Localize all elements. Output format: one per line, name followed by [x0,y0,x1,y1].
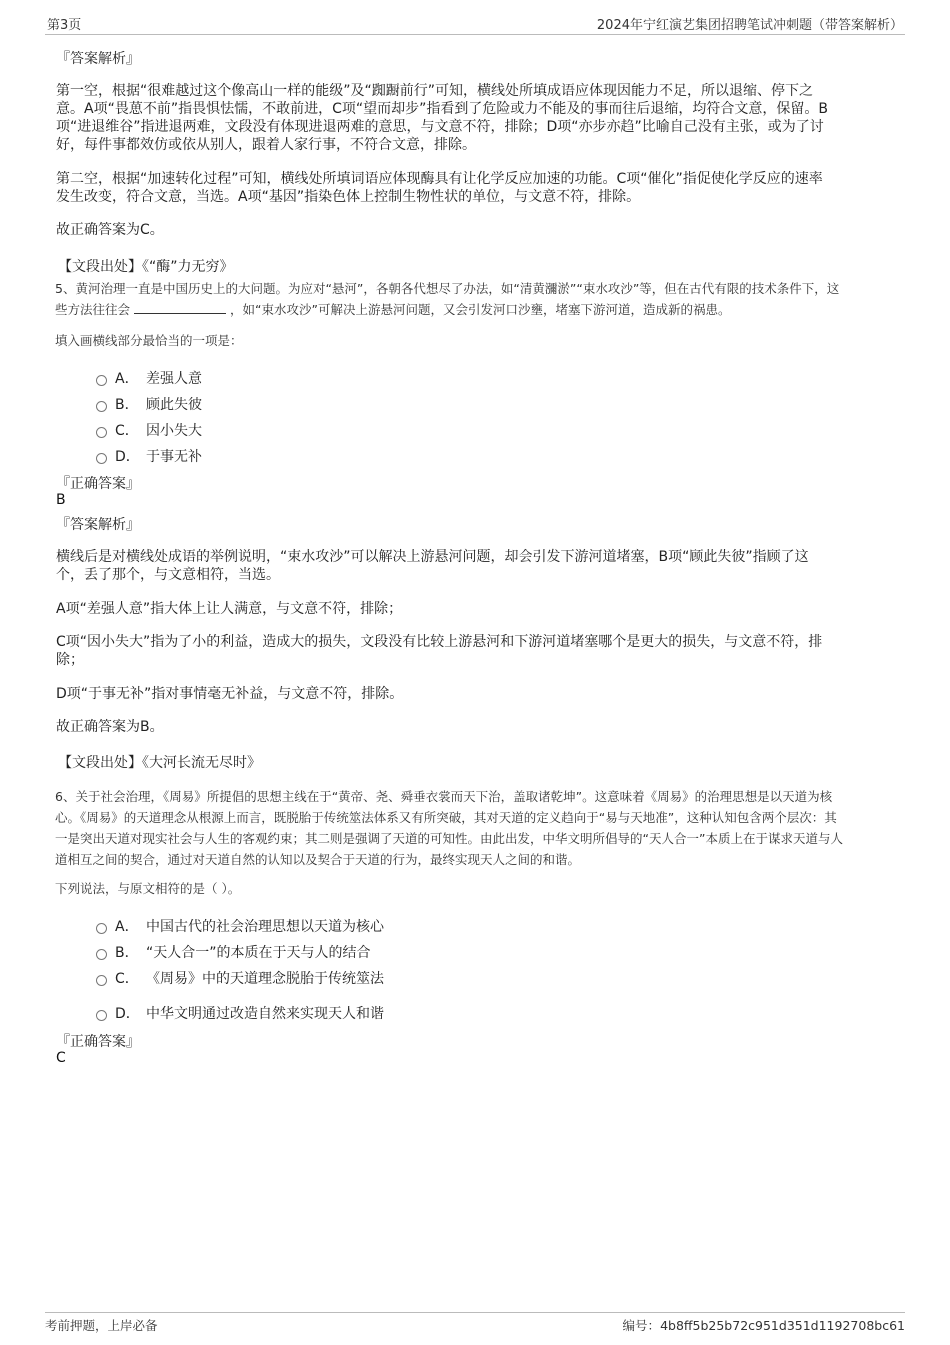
radio-icon[interactable] [96,401,107,412]
q5-option-d[interactable]: D． 于事无补 [96,446,202,466]
text-line: 项“进退维谷”指进退两难，文段没有体现进退两难的意思，与文意不符，排除；D项“亦步亦趋”比喻自己没有主张，或为了讨 [56,119,824,135]
footer-slogan: 考前押题，上岸必备 [45,1318,158,1333]
radio-icon[interactable] [96,1010,107,1021]
q4-source: 【文段出处】《“酶”力无穷》 [58,259,234,275]
text-line: 除； [56,652,84,668]
q5-source: 【文段出处】《大河长流无尽时》 [58,755,261,771]
q6-answer: C [56,1050,66,1066]
text-line: 5、黄河治理一直是中国历史上的大问题。为应对“悬河”，各朝各代想尽了办法，如“清黄瀰淤”“束水攻沙”等，但在古代有限的技术条件下，这 [55,281,840,296]
radio-icon[interactable] [96,923,107,934]
q6-option-a[interactable]: A． 中国古代的社会治理思想以天道为核心 [96,916,384,936]
q5-option-b[interactable]: B． 顾此失彼 [96,394,202,414]
q6-option-c[interactable]: C． 《周易》中的天道理念脱胎于传统筮法 [96,968,384,988]
text-line: 第二空，根据“加速转化过程”可知，横线处所填词语应体现酶具有让化学反应加速的功能。C项“催化”指促使化学反应的速率 [56,171,823,187]
fill-blank [134,301,226,314]
q5-prompt: 填入画横线部分最恰当的一项是： [55,333,243,348]
q5-stem [55,278,895,320]
radio-icon[interactable] [96,949,107,960]
text-line: 发生改变，符合文意，当选。A项“基因”指染色体上控制生物性状的单位，与文意不符，排除。 [56,189,641,205]
radio-icon[interactable] [96,427,107,438]
page-number: 第3页 [47,18,82,33]
q6-option-b[interactable]: B． “天人合一”的本质在于天与人的结合 [96,942,371,962]
radio-icon[interactable] [96,375,107,386]
text-line: 些方法往往会 ，如“束水攻沙”可解决上游悬河问题，又会引发河口沙壅，堵塞下游河道，造成新的祸患。 [55,302,731,317]
q6-stem [55,786,895,870]
text-line: 心。《周易》的天道理念从根源上而言，既脱胎于传统筮法体系又有所突破，其对天道的定义趋向于“易与天地准”，这种认知包含两个层次：其 [55,810,837,825]
text-line: 意。A项“畏葸不前”指畏惧怯懦，不敢前进，C项“望而却步”指看到了危险或力不能及的事而往后退缩，均符合文意，保留。B [56,101,828,117]
document-id-value: 4b8ff5b25b72c951d351d1192708bc61 [660,1318,905,1333]
text-line: 一是突出天道对现实社会与人生的客观约束；其二则是强调了天道的可知性。由此出发，中华文明所倡导的“天人合一”本质上在于谋求天道与人 [55,831,843,846]
q4-analysis-label: 『答案解析』 [56,51,140,67]
q6-option-d[interactable]: D． 中华文明通过改造自然来实现天人和谐 [96,1003,384,1023]
q5-analysis-paragraph-3 [56,633,896,669]
q5-analysis-paragraph-1 [56,548,896,584]
q5-answer: B [56,492,66,508]
q5-answer-label: 『正确答案』 [56,476,140,492]
document-id [623,1316,905,1334]
q4-conclusion: 故正确答案为C。 [56,222,164,238]
text-line: 道相互之间的契合，通过对天道自然的认知以及契合于天道的行为，最终实现天人之间的和谐。 [55,852,581,867]
text-line: C项“因小失大”指为了小的利益，造成大的损失，文段没有比较上游悬河和下游河道堵塞哪个是更大的损失，与文意不符，排 [56,634,823,650]
text-line: 第一空，根据“很难越过这个像高山一样的能级”及“踟蹰前行”可知，横线处所填成语应体现因能力不足，所以退缩、停下之 [56,83,814,99]
document-title: 2024年宁红演艺集团招聘笔试冲刺题（带答案解析） [596,18,903,33]
q5-option-a[interactable]: A． 差强人意 [96,368,202,388]
text-line: 6、关于社会治理，《周易》所提倡的思想主线在于“黄帝、尧、舜垂衣裳而天下治，盖取诸乾坤”。这意味着《周易》的治理思想是以天道为核 [55,789,833,804]
q5-analysis-paragraph-2: A项“差强人意”指大体上让人满意，与文意不符，排除； [56,601,403,617]
q6-prompt: 下列说法，与原文相符的是（ ）。 [55,881,241,896]
radio-icon[interactable] [96,453,107,464]
q5-analysis-paragraph-4: D项“于事无补”指对事情毫无补益，与文意不符，排除。 [56,686,404,702]
radio-icon[interactable] [96,975,107,986]
document-id-label: 编号： [622,1318,661,1333]
q5-analysis-label: 『答案解析』 [56,517,140,533]
page-footer [45,1312,905,1335]
q6-answer-label: 『正确答案』 [56,1034,140,1050]
q4-analysis-paragraph-2 [56,170,896,206]
text-line: 横线后是对横线处成语的举例说明，“束水攻沙”可以解决上游悬河问题，却会引发下游河道堵塞，B项“顾此失彼”指顾了这 [56,549,809,565]
text-line: 好，每件事都效仿或依从别人，跟着人家行事，不符合文意，排除。 [56,137,476,153]
page-header [45,14,905,35]
q5-conclusion: 故正确答案为B。 [56,719,164,735]
text-line: 个，丢了那个，与文意相符，当选。 [56,567,280,583]
q4-analysis-paragraph-1 [56,82,896,154]
q5-option-c[interactable]: C． 因小失大 [96,420,202,440]
